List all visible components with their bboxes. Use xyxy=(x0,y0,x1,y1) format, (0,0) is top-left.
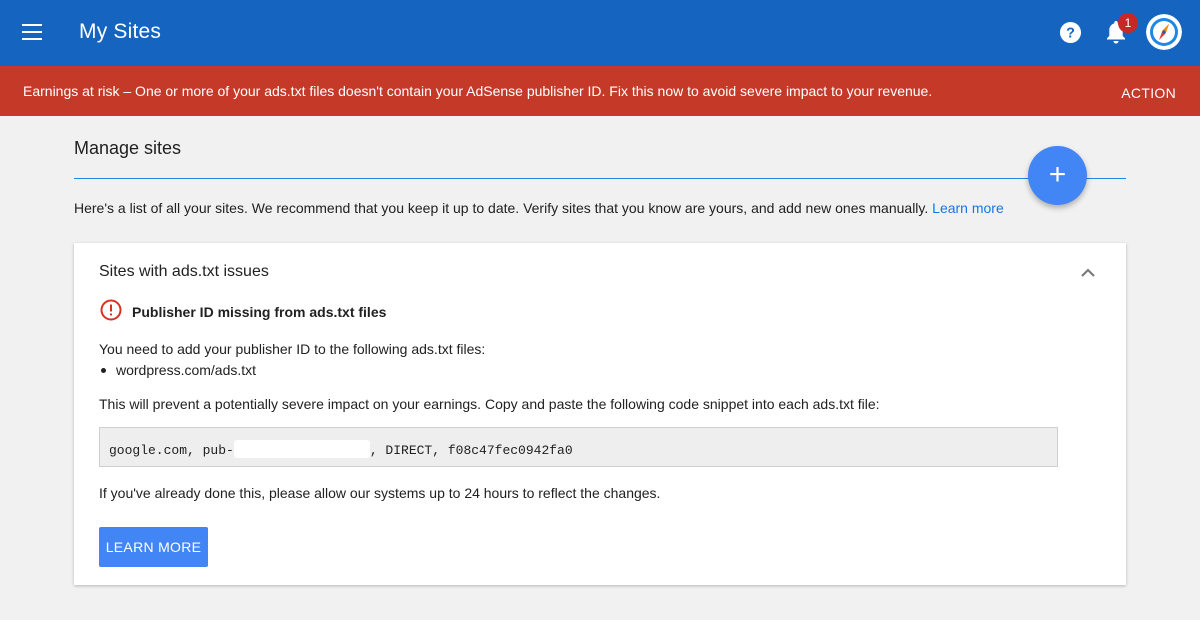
error-icon xyxy=(100,299,122,321)
file-list xyxy=(99,362,256,378)
snippet-suffix: , DIRECT, f08c47fec0942fa0 xyxy=(369,443,573,458)
card-title: Sites with ads.txt issues xyxy=(99,263,269,280)
menu-icon[interactable] xyxy=(22,24,42,40)
list-item: wordpress.com/ads.txt xyxy=(99,362,256,378)
svg-text:?: ? xyxy=(1066,25,1075,42)
notification-badge: 1 xyxy=(1118,13,1138,33)
snippet-prefix: google.com, pub- xyxy=(109,443,234,458)
plus-icon: + xyxy=(1048,158,1067,191)
need-text: You need to add your publisher ID to the following ads.txt files: xyxy=(99,341,486,357)
page-title: Manage sites xyxy=(74,138,182,158)
ads-txt-issues-card xyxy=(74,243,1126,585)
learn-more-button[interactable]: LEARN MORE xyxy=(99,527,208,567)
app-title: My Sites xyxy=(79,20,162,43)
add-site-button[interactable] xyxy=(1028,146,1087,205)
help-icon[interactable] xyxy=(1059,21,1082,44)
learn-more-link[interactable]: Learn more xyxy=(932,200,1004,216)
alert-action-button[interactable]: ACTION xyxy=(1121,85,1176,101)
issue-title: Publisher ID missing from ads.txt files xyxy=(132,304,387,320)
heading-divider xyxy=(74,178,1126,179)
code-snippet[interactable] xyxy=(99,427,1058,467)
alert-banner xyxy=(0,66,1200,116)
top-app-bar xyxy=(0,0,1200,66)
alert-message: Earnings at risk – One or more of your ads.txt files doesn't contain your AdSense publisher ID. Fix this now to avoid severe impact to your revenue. xyxy=(23,83,933,99)
instructions-text: This will prevent a potentially severe impact on your earnings. Copy and paste the following code snippet into each ads.txt file: xyxy=(99,396,880,412)
chevron-up-icon[interactable] xyxy=(1078,263,1098,283)
intro-text xyxy=(74,200,1004,216)
avatar[interactable] xyxy=(1146,14,1182,50)
note-text: If you've already done this, please allow our systems up to 24 hours to reflect the changes. xyxy=(99,485,661,501)
redacted-publisher-id xyxy=(234,440,370,458)
intro-description: Here's a list of all your sites. We recommend that you keep it up to date. Verify sites that you know are yours, and add new ones manually. xyxy=(74,200,929,216)
